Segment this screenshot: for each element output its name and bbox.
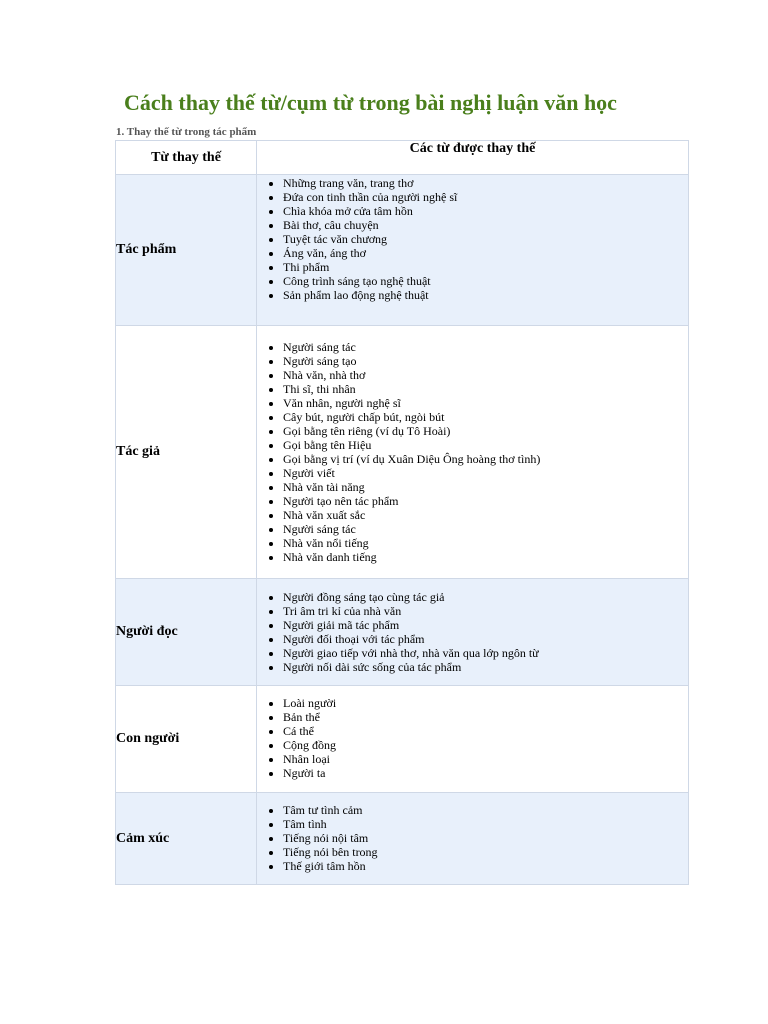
list-item: • Tiếng nói bên trong [283, 845, 688, 859]
list-item: • Những trang văn, trang thơ [283, 176, 688, 190]
row-term: Con người [116, 686, 257, 793]
table-row [116, 579, 689, 686]
list-item: • Người giao tiếp với nhà thơ, nhà văn qua lớp ngôn từ [283, 646, 688, 660]
list-item: • Chìa khóa mở cửa tâm hồn [283, 204, 688, 218]
row-term: Tác giả [116, 326, 257, 579]
list-item: • Tiếng nói nội tâm [283, 831, 688, 845]
list-item: • Thi phẩm [283, 260, 688, 274]
list-item: • Nhà văn danh tiếng [283, 550, 688, 564]
list-item: • Người đồng sáng tạo cùng tác giả [283, 590, 688, 604]
list-item: • Tuyệt tác văn chương [283, 232, 688, 246]
list-item: • Cộng đồng [283, 738, 688, 752]
table-row [116, 326, 689, 579]
row-term: Tác phẩm [116, 175, 257, 326]
list-item: • Tâm tư tình cảm [283, 803, 688, 817]
list-item: • Người tạo nên tác phẩm [283, 494, 688, 508]
list-item: • Đứa con tinh thần của người nghệ sĩ [283, 190, 688, 204]
list-item: • Cá thể [283, 724, 688, 738]
header-replacement-word: Từ thay thế [116, 141, 257, 175]
table-row [116, 686, 689, 793]
list-item: • Bản thể [283, 710, 688, 724]
list-item: • Người nối dài sức sống của tác phẩm [283, 660, 688, 674]
list-item: • Người sáng tác [283, 340, 688, 354]
row-values [257, 579, 689, 686]
list-item: • Nhà văn nổi tiếng [283, 536, 688, 550]
list-item: • Người viết [283, 466, 688, 480]
list-item: • Người đối thoại với tác phẩm [283, 632, 688, 646]
section-heading: 1. Thay thế từ trong tác phẩm [116, 126, 257, 138]
list-item: • Nhân loại [283, 752, 688, 766]
list-item: • Gọi bằng vị trí (ví dụ Xuân Diệu Ông hoàng thơ tình) [283, 452, 688, 466]
list-item: • Nhà văn, nhà thơ [283, 368, 688, 382]
list-item: • Người ta [283, 766, 688, 780]
row-term: Người đọc [116, 579, 257, 686]
list-item: • Thế giới tâm hồn [283, 859, 688, 873]
value-list [257, 340, 688, 564]
page-title: Cách thay thế từ/cụm từ trong bài nghị luận văn học [124, 90, 617, 115]
list-item: • Gọi bằng tên riêng (ví dụ Tô Hoài) [283, 424, 688, 438]
list-item: • Nhà văn tài năng [283, 480, 688, 494]
row-values [257, 175, 689, 326]
value-list [257, 696, 688, 780]
row-values [257, 326, 689, 579]
value-list [257, 176, 688, 302]
list-item: • Người sáng tạo [283, 354, 688, 368]
table-row [116, 793, 689, 885]
list-item: • Tri âm tri kỉ của nhà văn [283, 604, 688, 618]
value-list [257, 803, 688, 873]
list-item: • Văn nhân, người nghệ sĩ [283, 396, 688, 410]
value-list [257, 590, 688, 674]
list-item: • Nhà văn xuất sắc [283, 508, 688, 522]
table-header-row [116, 141, 689, 175]
list-item: • Bài thơ, câu chuyện [283, 218, 688, 232]
list-item: • Loài người [283, 696, 688, 710]
list-item: • Thi sĩ, thi nhân [283, 382, 688, 396]
substitution-table [115, 140, 689, 885]
list-item: • Sản phẩm lao động nghệ thuật [283, 288, 688, 302]
list-item: • Áng văn, áng thơ [283, 246, 688, 260]
list-item: • Công trình sáng tạo nghệ thuật [283, 274, 688, 288]
list-item: • Cây bút, người chấp bút, ngòi bút [283, 410, 688, 424]
list-item: • Người sáng tác [283, 522, 688, 536]
list-item: • Gọi bằng tên Hiệu [283, 438, 688, 452]
row-term: Cảm xúc [116, 793, 257, 885]
list-item: • Tâm tình [283, 817, 688, 831]
header-replaced-words: Các từ được thay thế [257, 141, 689, 175]
row-values [257, 686, 689, 793]
list-item: • Người giải mã tác phẩm [283, 618, 688, 632]
table-row [116, 175, 689, 326]
row-values [257, 793, 689, 885]
